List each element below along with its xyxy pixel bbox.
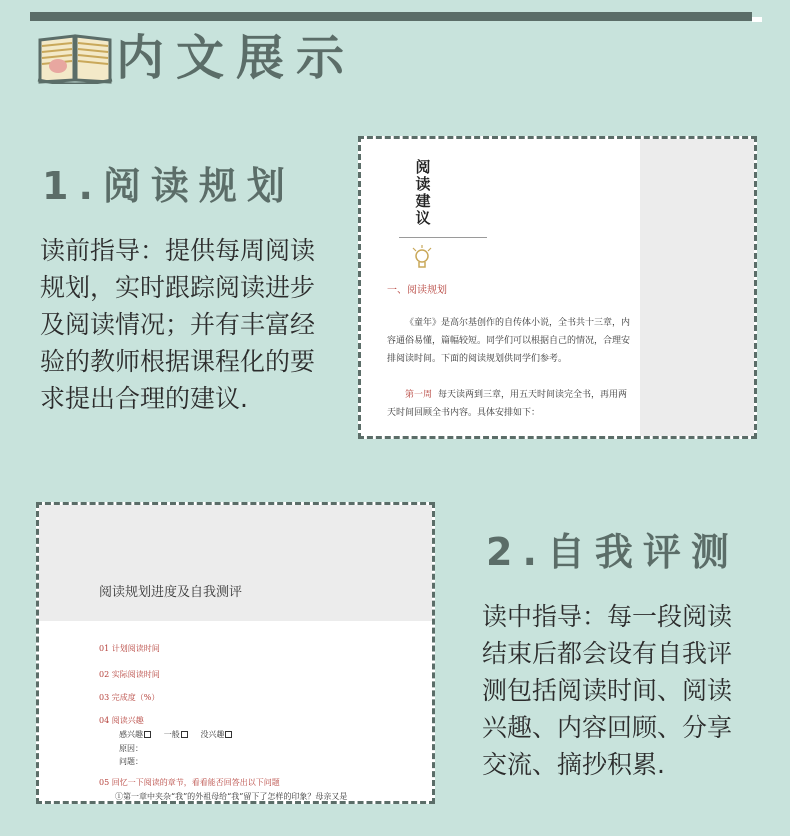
recall-question-1: ①第一章中夹杂“我”的外祖母给“我”留下了怎样的印象？母亲又是 bbox=[115, 792, 348, 801]
interest-mid-checkbox[interactable] bbox=[181, 731, 188, 738]
week-text: 每天读两到三章，用五天时间读完全书，再用两天时间回顾全书内容。具体安排如下： bbox=[387, 390, 628, 418]
reason-label: 原因： bbox=[119, 744, 143, 753]
reading-plan-page-preview bbox=[358, 136, 757, 439]
page-title: 内文展示 bbox=[116, 30, 357, 86]
question-label: 问题： bbox=[119, 757, 143, 766]
section-label: 一、阅读规划 bbox=[387, 285, 447, 296]
self-assessment-page-preview bbox=[36, 502, 435, 804]
item-completion: 03 完成度（%） bbox=[99, 693, 160, 702]
top-decor-bar bbox=[30, 12, 752, 21]
interest-mid-label: 一般 bbox=[163, 730, 180, 739]
section2-heading: 2.自我评测 bbox=[486, 530, 739, 574]
assessment-title: 阅读规划进度及自我测评 bbox=[99, 585, 243, 600]
top-decor-bar-cap bbox=[752, 17, 762, 22]
interest-high-label: 感兴趣 bbox=[119, 730, 143, 739]
open-book-icon bbox=[36, 32, 114, 84]
item-planned-time: 01 计划阅读时间 bbox=[99, 644, 160, 653]
lightbulb-icon bbox=[411, 245, 433, 273]
item-interest: 04 阅读兴趣 bbox=[99, 716, 144, 725]
interest-low-checkbox[interactable] bbox=[225, 731, 232, 738]
page-gray-margin bbox=[640, 139, 754, 436]
interest-low-label: 没兴趣 bbox=[200, 730, 225, 739]
item-recall: 05 回忆一下阅读的章节，看看能否回答出以下问题 bbox=[99, 778, 280, 787]
intro-paragraph: 《童年》是高尔基创作的自传体小说，全书共十三章，内容通俗易懂，篇幅较短。同学们可以根据自己的情况，合理安排阅读时间。下面的阅读规划供同学们参考。 bbox=[387, 318, 631, 364]
week-paragraph bbox=[387, 386, 631, 422]
section1-heading: 1.阅读规划 bbox=[42, 164, 295, 208]
week-label: 第一周 bbox=[405, 390, 433, 400]
vertical-title: 阅读建议 bbox=[415, 158, 431, 227]
page-gray-header bbox=[39, 505, 432, 621]
interest-high-checkbox[interactable] bbox=[144, 731, 151, 738]
section1-description: 读前指导：提供每周阅读规划，实时跟踪阅读进步及阅读情况；并有丰富经验的教师根据课程化的要求提出合理的建议. bbox=[40, 236, 316, 413]
item-actual-time: 02 实际阅读时间 bbox=[99, 670, 160, 679]
title-divider bbox=[399, 237, 487, 238]
interest-options bbox=[119, 729, 232, 740]
section2-description: 读中指导：每一段阅读结束后都会设有自我评测包括阅读时间、阅读兴趣、内容回顾、分享交流、摘抄积累. bbox=[482, 602, 733, 779]
